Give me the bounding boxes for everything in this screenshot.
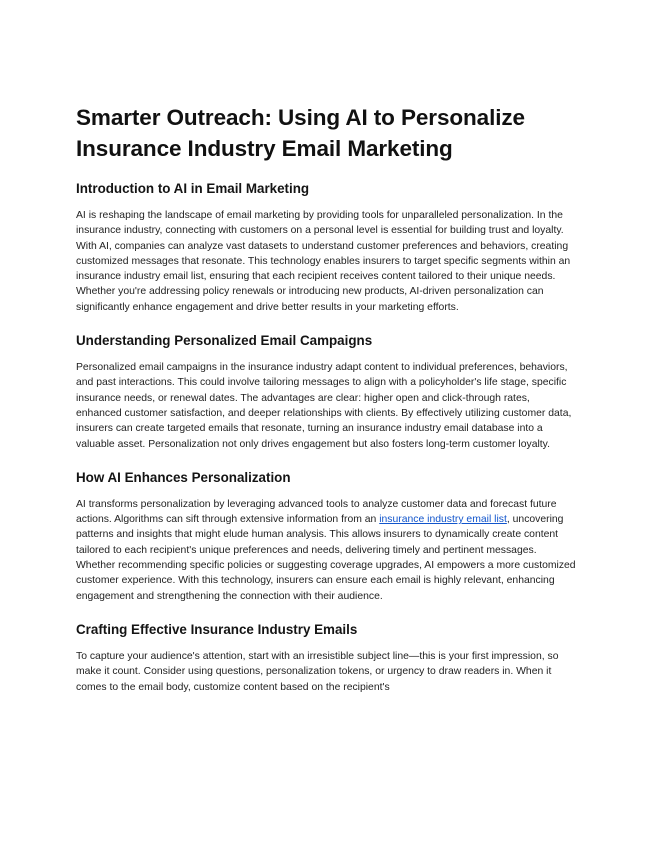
- section-paragraph-personalized-campaigns: Personalized email campaigns in the insurance industry adapt content to individual preferences, behaviors, and past interactions. This could involve tailoring messages to align with a policyholder's life stage, specific insurance needs, or renewal dates. The advantages are clear: higher open and click-through rates, enhanced customer satisfaction, and deeper relationships with clients. By effectively utilizing customer data, insurers can create targeted emails that resonate, turning an insurance industry email database into a valuable asset. Personalization not only drives engagement but also fosters long-term customer loyalty.: [76, 362, 572, 450]
- section-heading-crafting-emails: Crafting Effective Insurance Industry Emails: [76, 621, 358, 637]
- page-title: Smarter Outreach: Using AI to Personalize Insurance Industry Email Marketing: [76, 105, 525, 161]
- section-paragraph-intro: AI is reshaping the landscape of email marketing by providing tools for unparalleled personalization. In the insurance industry, connecting with customers on a personal level is essential for building trust and loyalty. With AI, companies can analyze vast datasets to understand customer preferences and behaviors, creating customized messages that resonate. This technology enables insurers to target specific segments within an insurance industry email list, ensuring that each recipient receives content tailored to their unique needs. Whether you're addressing policy renewals or introducing new products, AI-driven personalization can significantly enhance engagement and drive better results in your marketing efforts.: [76, 210, 571, 313]
- section-heading-ai-enhances: How AI Enhances Personalization: [76, 469, 291, 485]
- paragraph-text-after-link: , uncovering patterns and insights that might elude human analysis. This allows insurers to dynamically create content tailored to each recipient's unique preferences and needs, delivering timely and pertinent messages. Whether recommending specific policies or suggesting coverage upgrades, AI empowers a more customized customer experience. With this technology, insurers can ensure each email is highly relevant, enhancing engagement and strengthening the connection with their audience.: [76, 514, 576, 602]
- section-heading-intro: Introduction to AI in Email Marketing: [76, 181, 310, 196]
- paragraph-text-before-link: AI transforms personalization by leveraging advanced tools to analyze customer data and forecast future actions. Algorithms can sift through extensive information from an: [76, 498, 557, 526]
- section-paragraph-ai-enhances: [76, 497, 576, 604]
- insurance-email-list-link[interactable]: insurance industry email list: [379, 514, 507, 526]
- document-page: [76, 102, 576, 712]
- section-heading-personalized-campaigns: Understanding Personalized Email Campaigns: [76, 333, 373, 349]
- section-paragraph-crafting-emails: To capture your audience's attention, start with an irresistible subject line—this is your first impression, so make it count. Consider using questions, personalization tokens, or urgency to draw readers in. When it comes to the email body, customize content based on the recipient's: [76, 650, 559, 693]
